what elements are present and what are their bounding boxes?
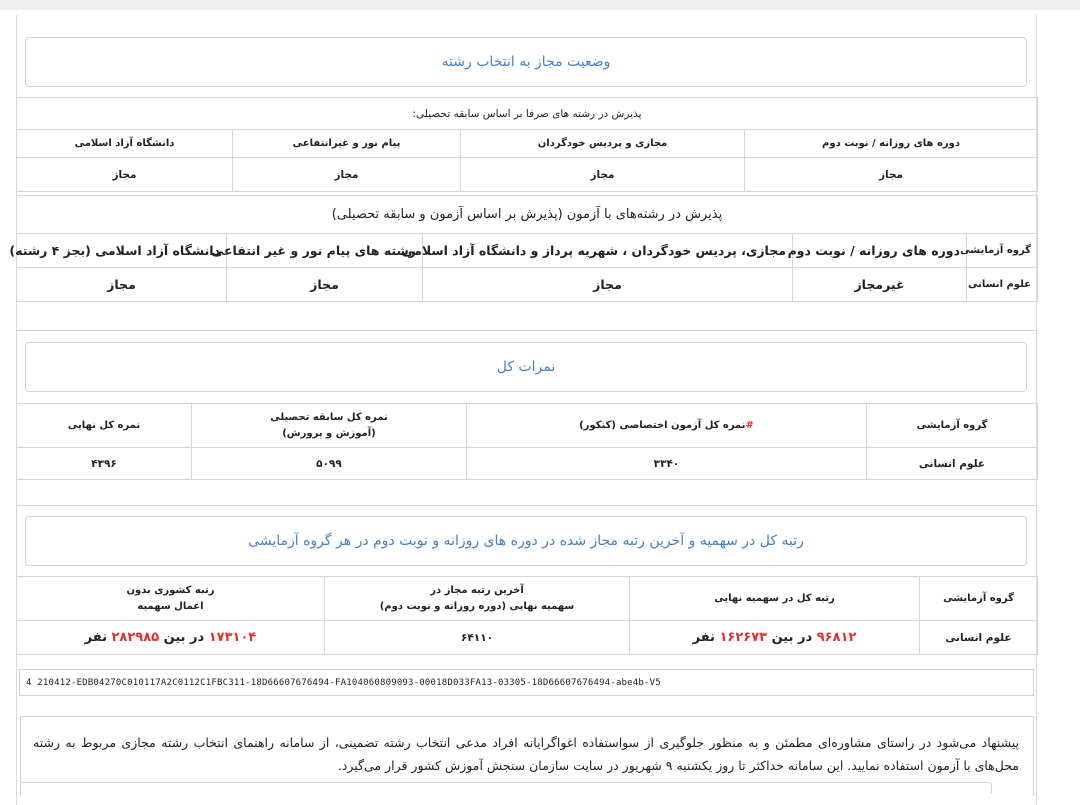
col-last-allowed — [325, 577, 630, 621]
scores-title-box — [25, 342, 1027, 392]
eligibility-title-box — [25, 37, 1027, 87]
ranks-title-box — [25, 516, 1027, 566]
rank-quota-total: ۱۶۲۶۷۳ — [719, 630, 768, 645]
col-konkur-score — [467, 404, 867, 448]
value-last-allowed: ۶۴۱۱۰ — [325, 621, 630, 655]
top-bar — [0, 0, 1080, 10]
national-rank-unit: نفر — [84, 630, 112, 645]
col-exam-group: گروه آزمایشی — [867, 404, 1038, 448]
last-label-line1: آخرین رتبه مجاز در — [430, 584, 524, 596]
value-rank-quota — [630, 621, 920, 655]
col-payamnoor: پیام نور و غیرانتفاعی — [233, 130, 461, 158]
scores-title: نمرات کل — [496, 359, 556, 375]
konkur-mark: # — [745, 420, 754, 431]
value-konkur-score: ۳۳۴۰ — [467, 448, 867, 480]
record-based-heading: پذیرش در رشته های صرفا بر اساس سابقه تحصیلی: — [17, 98, 1038, 130]
national-label-line2: اعمال سهمیه — [137, 600, 204, 612]
col-final-score: نمره کل نهایی — [17, 404, 192, 448]
value-day-night: غیرمجاز — [793, 268, 967, 302]
exam-based-table — [9, 195, 1038, 302]
record-based-table — [16, 97, 1038, 192]
scores-table — [16, 403, 1038, 480]
record-label-line2: (آموزش و پرورش) — [282, 427, 376, 439]
rank-quota-mid: در بین — [767, 630, 817, 645]
value-payamnoor: مجاز — [227, 268, 423, 302]
value-record-score: ۵۰۹۹ — [192, 448, 467, 480]
exam-based-heading: پذیرش در رشته‌های با آزمون (پذیرش بر اساس آزمون و سابقه تحصیلی) — [17, 196, 1038, 234]
value-virtual-azad: مجاز — [423, 268, 793, 302]
value-exam-group: علوم انسانی — [867, 448, 1038, 480]
rank-quota-number: ۹۶۸۱۲ — [816, 630, 857, 645]
col-payamnoor: رشته های پیام نور و غیر انتفاعی — [227, 234, 423, 268]
notice-inner-box — [20, 782, 992, 793]
col-exam-group: گروه آزمایشی — [920, 577, 1038, 621]
konkur-label: نمره کل آزمون اختصاصی (کنکور) — [579, 420, 746, 431]
value-final-score: ۴۳۹۶ — [17, 448, 192, 480]
notice-text: پیشنهاد می‌شود در راستای مشاوره‌ای مطمئن و به منظور جلوگیری از سواستفاده اغواگرایانه افراد مدعی انتخاب رشته تضمینی، از سامانه راهنمای انتخاب رشته مجازی مربوط به رشته محل‌های با آزمون استفاده نمایید. این سامانه حداکثر تا روز یکشنبه ۹ شهریور در سایت سازمان سنجش آموزش کشور قرار می‌گیرد. — [33, 735, 1019, 773]
col-day-night: دوره های روزانه / نوبت دوم — [793, 234, 967, 268]
value-payamnoor: مجاز — [233, 158, 461, 192]
national-label-line1: رتبه کشوری بدون — [126, 584, 215, 596]
col-record-score — [192, 404, 467, 448]
national-rank-total: ۲۸۲۹۸۵ — [111, 630, 160, 645]
col-azad-except: دانشگاه آزاد اسلامی (بجز ۴ رشته) — [17, 234, 227, 268]
value-day-night: مجاز — [745, 158, 1038, 192]
col-azad: دانشگاه آزاد اسلامی — [17, 130, 233, 158]
last-label-line2: سهمیه نهایی (دوره روزانه و نوبت دوم) — [379, 600, 575, 612]
ranks-table — [16, 576, 1038, 655]
national-rank-number: ۱۷۳۱۰۴ — [208, 630, 257, 645]
tracking-code: 4 210412-EDB04270C010117A2C0112C1FBC311-18D66607676494-FA10406080909З-00018D033FA13-03305-18D66607676494-abe4b-V5 — [19, 669, 1034, 696]
rank-quota-unit: نفر — [692, 630, 720, 645]
value-azad: مجاز — [17, 158, 233, 192]
value-exam-group: علوم انسانی — [920, 621, 1038, 655]
eligibility-title: وضعیت مجاز به انتخاب رشته — [441, 54, 611, 70]
national-rank-mid: در بین — [159, 630, 209, 645]
value-virtual: مجاز — [461, 158, 745, 192]
col-virtual: مجازی و پردیس خودگردان — [461, 130, 745, 158]
value-azad-except: مجاز — [17, 268, 227, 302]
value-national-rank — [17, 621, 325, 655]
col-national-rank — [17, 577, 325, 621]
value-exam-group: علوم انسانی — [967, 268, 1038, 302]
col-exam-group: گروه آزمایشی — [967, 234, 1038, 268]
col-rank-quota: رتبه کل در سهمیه نهایی — [630, 577, 920, 621]
record-label-line1: نمره کل سابقه تحصیلی — [270, 411, 388, 423]
col-day-night: دوره های روزانه / نوبت دوم — [745, 130, 1038, 158]
ranks-title: رتبه کل در سهمیه و آخرین رتبه مجاز شده در دوره های روزانه و نوبت دوم در هر گروه آزمایشی — [248, 533, 804, 549]
col-virtual-azad: مجازی، پردیس خودگردان ، شهریه پرداز و دانشگاه آزاد اسلامی — [423, 234, 793, 268]
